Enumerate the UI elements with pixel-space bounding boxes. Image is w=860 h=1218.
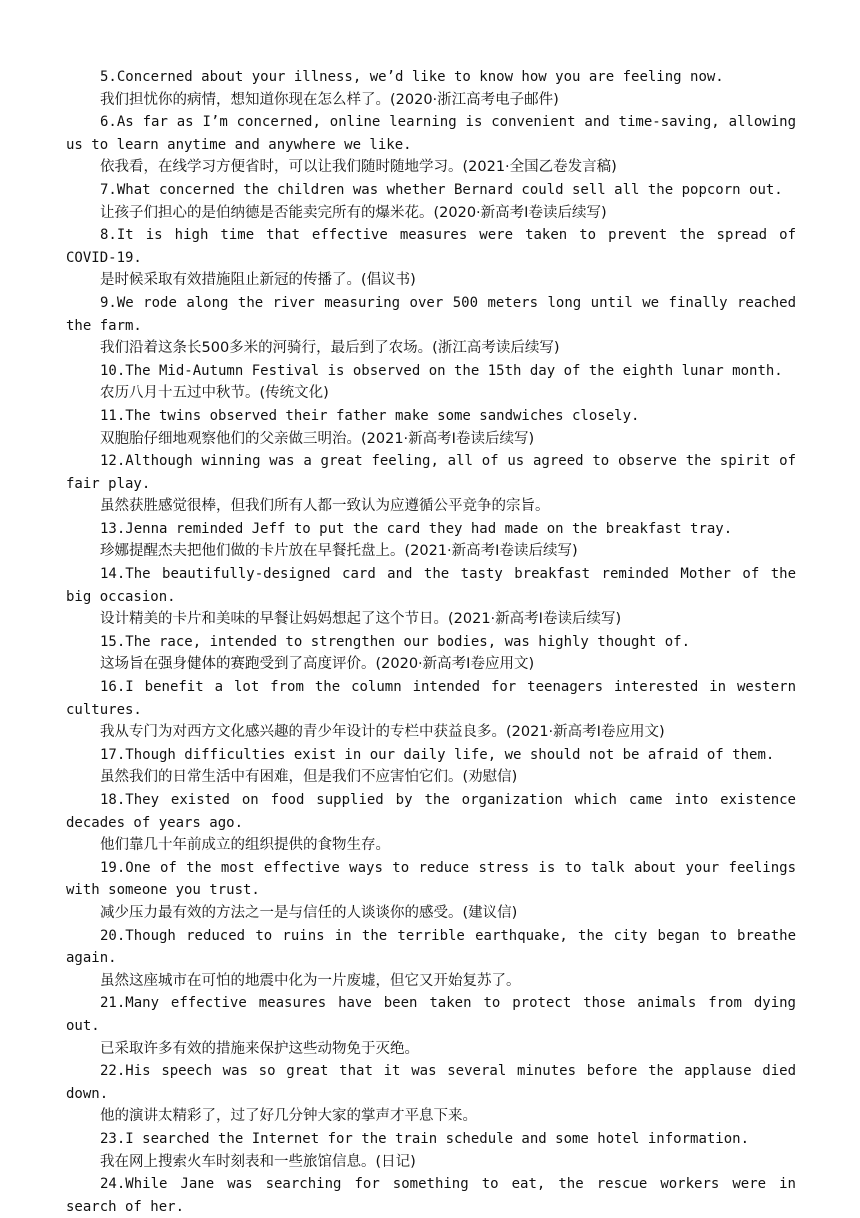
sentence-zh-10: 农历八月十五过中秋节。(传统文化) [100,385,329,402]
sentence-zh-21: 已采取许多有效的措施来保护这些动物免于灭绝。 [100,1040,419,1057]
sentence-en-8: 8.It is high time that effective measures were taken to prevent the spread of COVID-19. [66,227,796,266]
sentence-zh-11: 双胞胎仔细地观察他们的父亲做三明治。(2021·新高考Ⅰ卷读后续写) [100,430,535,447]
sentence-zh-14: 设计精美的卡片和美味的早餐让妈妈想起了这个节日。(2021·新高考Ⅰ卷读后续写) [100,611,622,628]
sentence-zh-20: 虽然这座城市在可怕的地震中化为一片废墟，但它又开始复苏了。 [100,972,521,989]
sentence-zh-7: 让孩子们担心的是伯纳德是否能卖完所有的爆米花。(2020·新高考Ⅰ卷读后续写) [100,204,607,221]
sentence-zh-23: 我在网上搜索火车时刻表和一些旅馆信息。(日记) [100,1153,416,1170]
sentence-en-5: 5.Concerned about your illness, we’d like to know how you are feeling now. [100,69,724,85]
sentence-en-6: 6.As far as I’m concerned, online learning is convenient and time-saving, allowing us to learn anytime and anywhere we like. [66,114,796,153]
sentence-en-19: 19.One of the most effective ways to reduce stress is to talk about your feelings with someone you trust. [66,859,796,899]
sentence-zh-15: 这场旨在强身健体的赛跑受到了高度评价。(2020·新高考Ⅰ卷应用文) [100,656,535,673]
sentence-en-10: 10.The Mid-Autumn Festival is observed on the 15th day of the eighth lunar month. [100,362,783,379]
sentence-en-7: 7.What concerned the children was whether Bernard could sell all the popcorn out. [100,181,783,198]
sentence-en-14: 14.The beautifully-designed card and the tasty breakfast reminded Mother of the big occasion. [66,566,796,605]
sentence-en-21: 21.Many effective measures have been taken to protect those animals from dying out. [66,995,796,1034]
sentence-en-15: 15.The race, intended to strengthen our bodies, was highly thought of. [100,633,691,650]
sentence-zh-9: 我们沿着这条长500多米的河骑行，最后到了农场。(浙江高考读后续写) [100,340,560,357]
sentence-zh-13: 珍娜提醒杰夫把他们做的卡片放在早餐托盘上。(2021·新高考Ⅰ卷读后续写) [100,543,578,560]
sentence-zh-5: 我们担忧你的病情，想知道你现在怎么样了。(2020·浙江高考电子邮件) [100,91,559,108]
document-page [66,66,796,1218]
sentence-en-24: 24.While Jane was searching for something to eat, the rescue workers were in search of her. [66,1176,796,1215]
sentence-zh-19: 减少压力最有效的方法之一是与信任的人谈谈你的感受。(建议信) [100,904,518,921]
sentence-en-23: 23.I searched the Internet for the train schedule and some hotel information. [100,1130,750,1147]
sentence-zh-16: 我从专门为对西方文化感兴趣的青少年设计的专栏中获益良多。(2021·新高考Ⅰ卷应用文) [100,724,665,741]
sentence-zh-18: 他们靠几十年前成立的组织提供的食物生存。 [100,837,390,854]
sentence-zh-6: 依我看，在线学习方便省时，可以让我们随时随地学习。(2021·全国乙卷发言稿) [100,159,617,176]
sentence-en-12: 12.Although winning was a great feeling, all of us agreed to observe the spirit of fair play. [66,453,796,492]
sentence-zh-12: 虽然获胜感觉很棒，但我们所有人都一致认为应遵循公平竞争的宗旨。 [100,498,550,515]
sentence-en-17: 17.Though difficulties exist in our daily life, we should not be afraid of them. [100,746,775,763]
sentence-en-11: 11.The twins observed their father make some sandwiches closely. [100,407,640,424]
sentence-en-16: 16.I benefit a lot from the column intended for teenagers interested in western cultures. [66,679,796,718]
sentence-en-9: 9.We rode along the river measuring over 500 meters long until we finally reached the farm. [66,294,796,334]
sentence-en-13: 13.Jenna reminded Jeff to put the card they had made on the breakfast tray. [100,520,733,537]
sentence-en-18: 18.They existed on food supplied by the organization which came into existence decades of years ago. [66,792,796,831]
sentence-zh-8: 是时候采取有效措施阻止新冠的传播了。(倡议书) [100,272,416,289]
sentence-en-20: 20.Though reduced to ruins in the terrible earthquake, the city began to breathe again. [66,927,796,967]
sentence-zh-17: 虽然我们的日常生活中有困难，但是我们不应害怕它们。(劝慰信) [100,769,518,786]
sentence-en-22: 22.His speech was so great that it was several minutes before the applause died down. [66,1063,796,1102]
sentence-zh-22: 他的演讲太精彩了，过了好几分钟大家的掌声才平息下来。 [100,1108,477,1125]
